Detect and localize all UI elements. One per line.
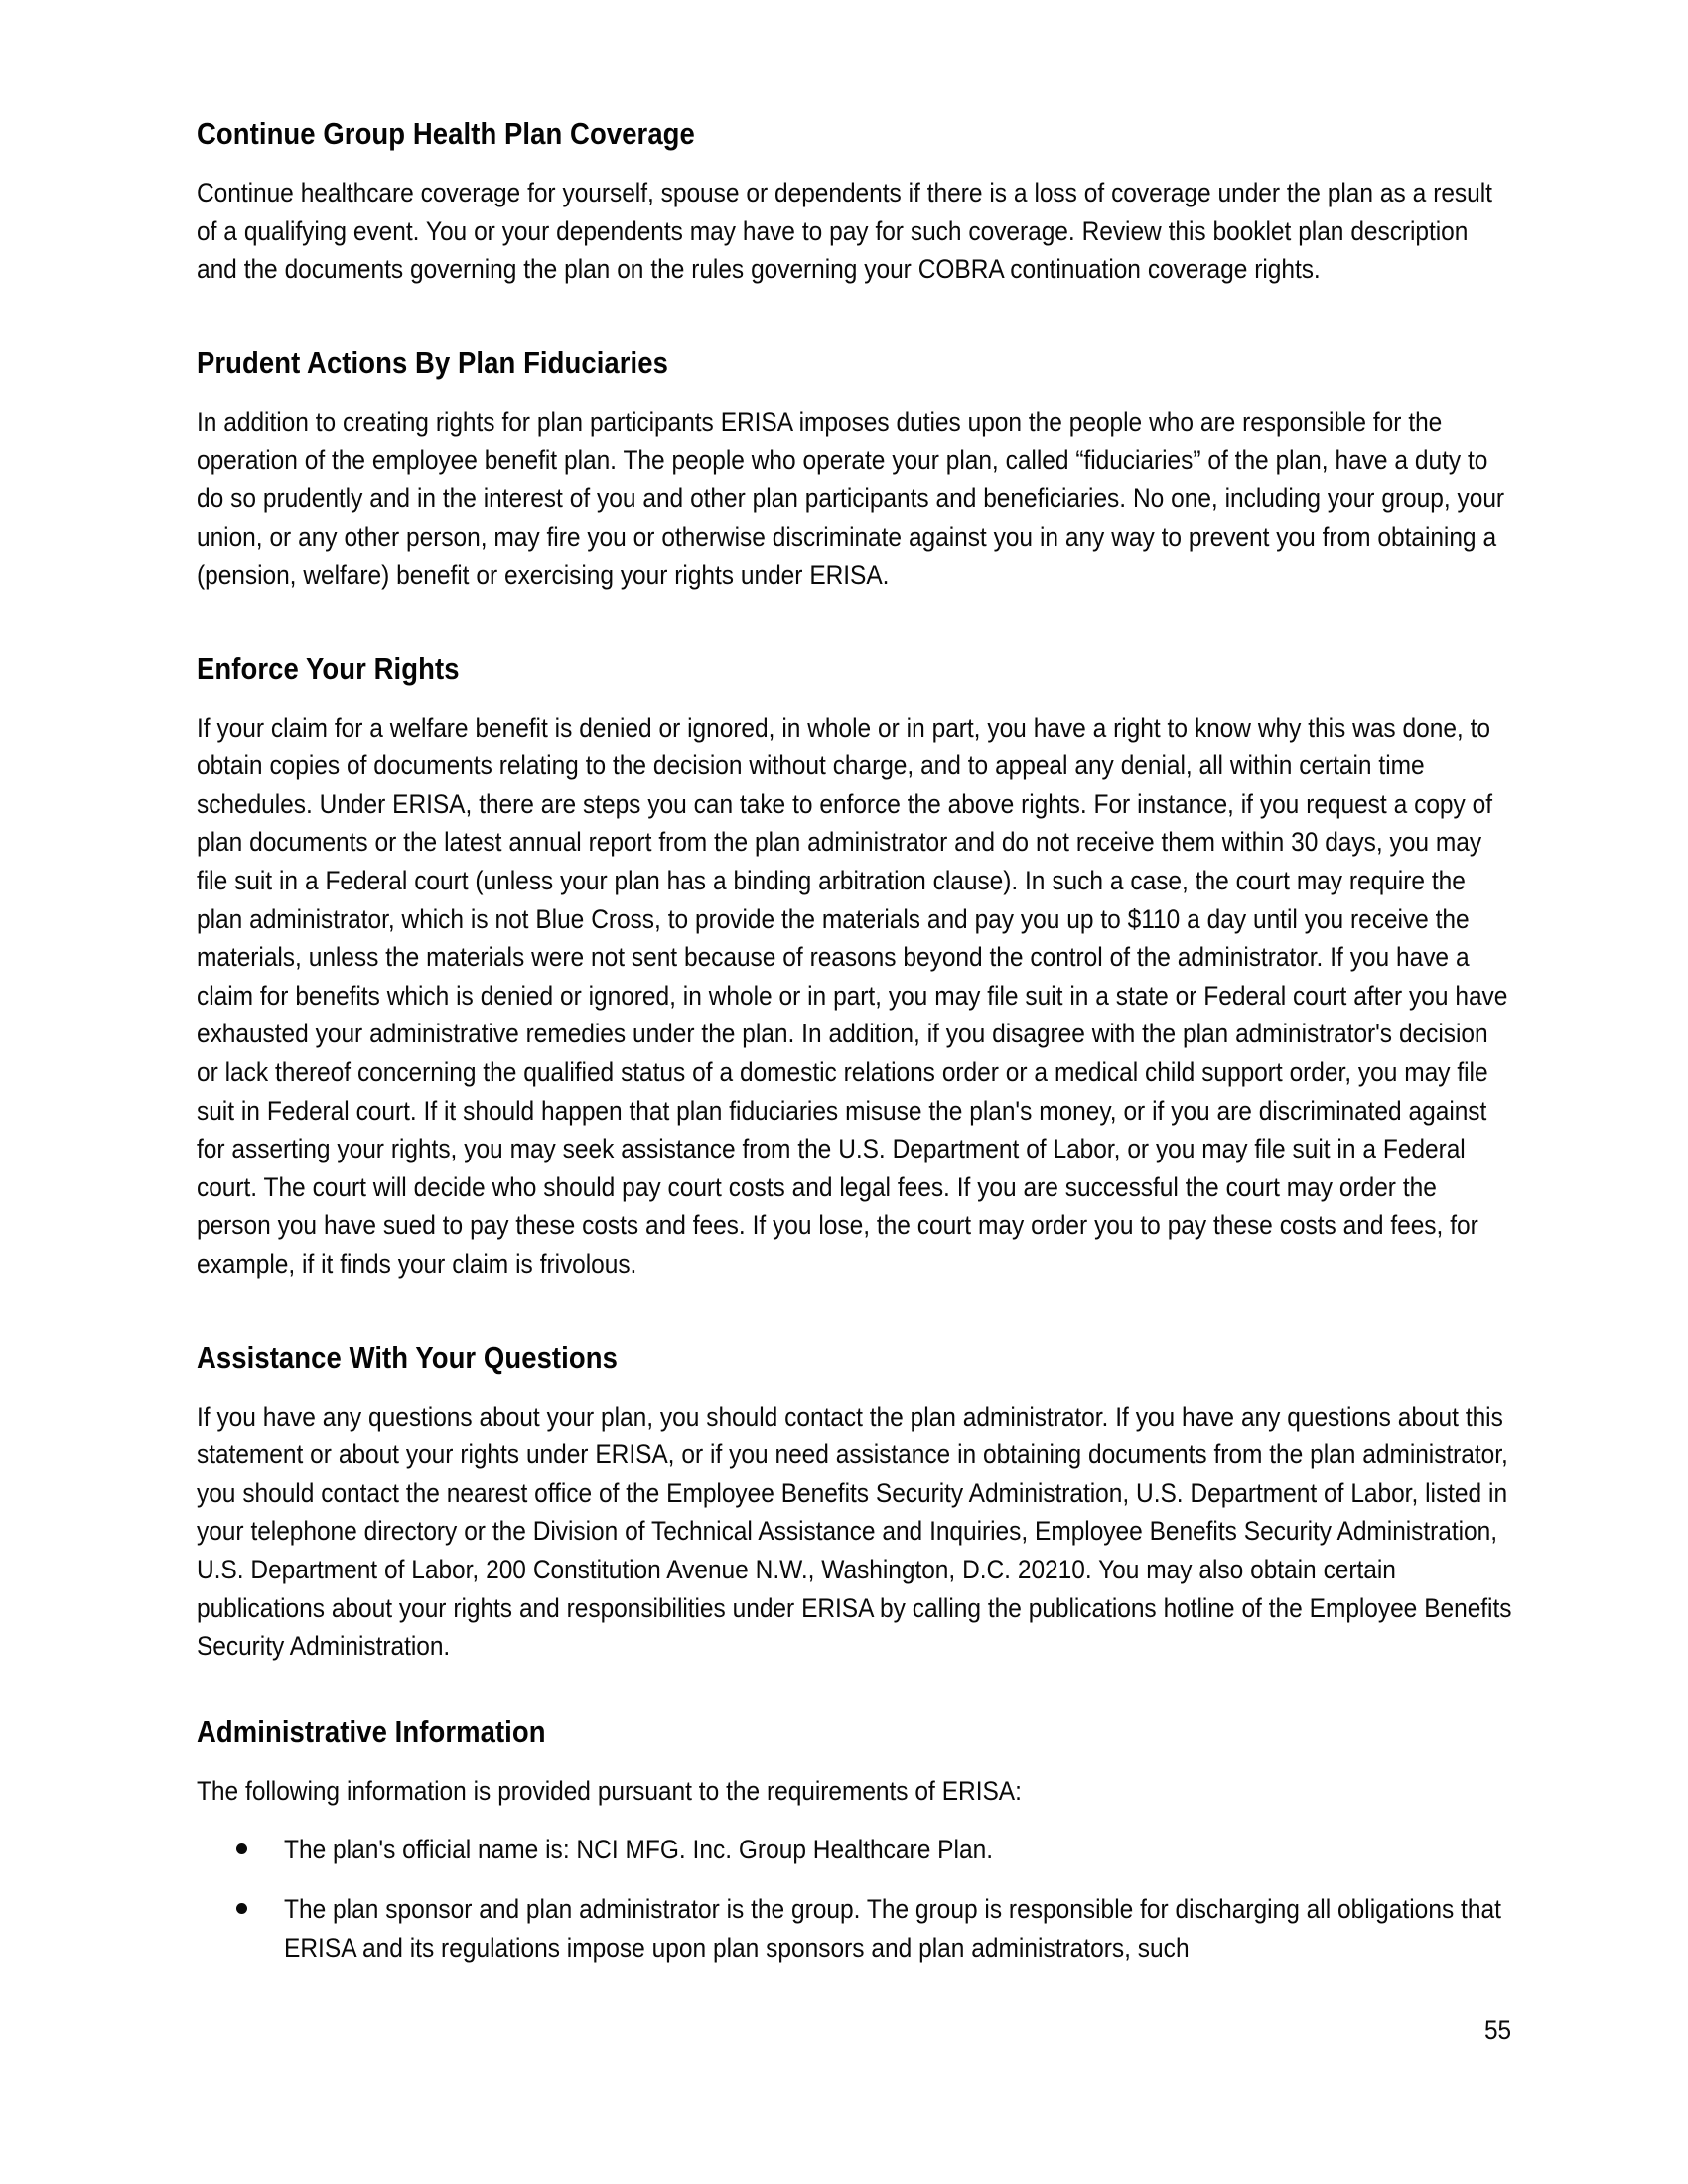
list-item: [197, 1831, 1512, 1869]
page-number: 55: [1484, 2015, 1512, 2045]
paragraph-enforce-your-rights: If your claim for a welfare benefit is denied or ignored, in whole or in part, you have a right to know why this was done, to obtain copies of documents relating to the decision without charge, and to appeal any denial, all within certain time schedules. Under ERISA, there are steps you can take to enforce the above rights. For instance, if you request a copy of plan documents or the latest annual report from the plan administrator and do not receive them within 30 days, you may file suit in a Federal court (unless your plan has a binding arbitration clause). In such a case, the court may require the plan administrator, which is not Blue Cross, to provide the materials and pay you up to $110 a day until you receive the materials, unless the materials were not sent because of reasons beyond the control of the administrator. If you have a claim for benefits which is denied or ignored, in whole or in part, you may file suit in a state or Federal court after you have exhausted your administrative remedies under the plan. In addition, if you disagree with the plan administrator's decision or lack thereof concerning the qualified status of a domestic relations order or a medical child support order, you may file suit in Federal court. If it should happen that plan fiduciaries misuse the plan's money, or if you are discriminated against for asserting your rights, you may seek assistance from the U.S. Department of Labor, or you may file suit in a Federal court. The court will decide who should pay court costs and legal fees. If you are successful the court may order the person you have sued to pay these costs and fees. If you lose, the court may order you to pay these costs and fees, for example, if it finds your claim is frivolous.: [197, 712, 1508, 1280]
paragraph-administrative-information-intro: The following information is provided pursuant to the requirements of ERISA:: [197, 1775, 1022, 1806]
section-assistance-with-your-questions: [197, 1341, 1512, 1666]
spacer: [197, 1751, 1512, 1772]
spacer: [197, 1284, 1512, 1341]
section-prudent-actions-by-plan-fiduciaries: [197, 346, 1512, 595]
spacer: [197, 1666, 1512, 1715]
paragraph-prudent-actions: In addition to creating rights for plan participants ERISA imposes duties upon the people who are responsible for the operation of the employee benefit plan. The people who operate your plan, called “fiduciaries” of the plan, have a duty to do so prudently and in the interest of you and other plan participants and beneficiaries. No one, including your group, your union, or any other person, may fire you or otherwise discriminate against you in any way to prevent you from obtaining a (pension, welfare) benefit or exercising your rights under ERISA.: [197, 406, 1505, 591]
spacer: [197, 688, 1512, 709]
paragraph-assistance-with-your-questions: If you have any questions about your plan, you should contact the plan administrator. If you have any questions about this statement or about your rights under ERISA, or if you need assistance in obtaining documents from the plan administrator, you should contact the nearest office of the Employee Benefits Security Administration, U.S. Department of Labor, listed in your telephone directory or the Division of Technical Assistance and Inquiries, Employee Benefits Security Administration, U.S. Department of Labor, 200 Constitution Avenue N.W., Washington, D.C. 20210. You may also obtain certain publications about your rights and responsibilities under ERISA by calling the publications hotline of the Employee Benefits Security Administration.: [197, 1401, 1512, 1662]
spacer: [197, 1377, 1512, 1398]
spacer: [197, 1810, 1512, 1831]
spacer: [197, 153, 1512, 174]
administrative-information-bullet-list: [197, 1831, 1512, 1967]
bullet-dot-icon: [236, 1843, 247, 1854]
list-item: [197, 1890, 1512, 1967]
section-enforce-your-rights: [197, 652, 1512, 1284]
spacer: [197, 289, 1512, 346]
list-item-label: The plan sponsor and plan administrator is the group. The group is responsible for discharging all obligations that ERISA and its regulations impose upon plan sponsors and plan administrators, such: [284, 1893, 1501, 1963]
paragraph-continue-coverage: Continue healthcare coverage for yourself, spouse or dependents if there is a loss of coverage under the plan as a result of a qualifying event. You or your dependents may have to pay for such coverage. Review this booklet plan description and the documents governing the plan on the rules governing your COBRA continuation coverage rights.: [197, 177, 1492, 285]
section-continue-group-health-plan-coverage: [197, 117, 1512, 289]
spacer: [197, 595, 1512, 652]
bullet-dot-icon: [236, 1903, 247, 1914]
section-heading-continue-group-health-plan-coverage: Continue Group Health Plan Coverage: [197, 117, 695, 151]
page-content: [197, 117, 1512, 1987]
section-heading-administrative-information: Administrative Information: [197, 1714, 546, 1749]
section-heading-prudent-actions-by-plan-fiduciaries: Prudent Actions By Plan Fiduciaries: [197, 345, 668, 380]
section-administrative-information: [197, 1715, 1512, 1967]
section-heading-assistance-with-your-questions: Assistance With Your Questions: [197, 1340, 618, 1375]
section-heading-enforce-your-rights: Enforce Your Rights: [197, 651, 460, 686]
list-item-label: The plan's official name is: NCI MFG. Inc. Group Healthcare Plan.: [284, 1835, 994, 1865]
spacer: [197, 382, 1512, 403]
